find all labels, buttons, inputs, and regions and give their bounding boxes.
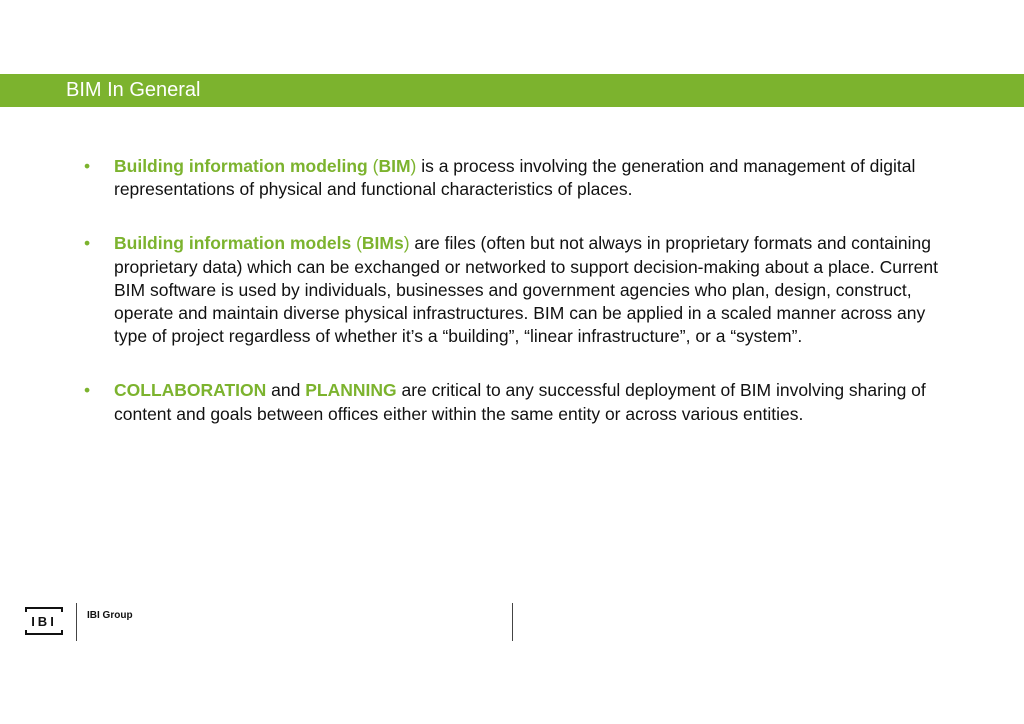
bullet-item-bim-models bbox=[84, 232, 954, 348]
bullet-abbr: BIMs bbox=[361, 233, 404, 254]
bullet-term-collaboration: COLLABORATION bbox=[114, 380, 267, 401]
ibi-logo bbox=[25, 606, 63, 636]
bullet-term-planning: PLANNING bbox=[305, 380, 397, 401]
bullet-marker: • bbox=[84, 156, 91, 176]
bullet-text: are critical to any successful deployment of BIM involving sharing of content and goals between offices either within the same entity or across various entities. bbox=[114, 380, 926, 424]
page-title: BIM In General bbox=[66, 79, 201, 101]
bullet-paren-close: ) bbox=[410, 156, 417, 176]
bullet-paren-open: ( bbox=[367, 156, 379, 176]
bullet-term: Building information models bbox=[114, 233, 352, 254]
bullet-paren-open: ( bbox=[351, 233, 362, 254]
logo-text: IBI bbox=[31, 614, 57, 629]
bullet-item-collaboration bbox=[84, 379, 954, 425]
bullet-item-bim-modeling bbox=[84, 155, 954, 201]
bullet-term: Building information modeling bbox=[114, 156, 368, 176]
bullet-marker: • bbox=[84, 380, 91, 401]
bullet-abbr: BIM bbox=[378, 156, 411, 176]
company-name: IBI Group bbox=[87, 610, 133, 621]
bullet-text: are files (often but not always in proprietary formats and containing proprietary data) which can be exchanged or networked to support decision-making about a place. Current BIM software is used by individuals, businesses and government agencies who plan, design, construct, operate and maintain diverse physical infrastructures. BIM can be applied in a scaled manner across any type of project regardless of whether it’s a “building”, “linear infrastructure”, or a “system”. bbox=[114, 233, 938, 347]
bullet-list bbox=[84, 155, 954, 457]
title-bar bbox=[0, 74, 1024, 107]
bullet-paren-close: ) bbox=[403, 233, 410, 254]
bullet-joiner: and bbox=[266, 380, 306, 401]
footer-divider bbox=[76, 603, 77, 641]
footer-divider bbox=[512, 603, 513, 641]
bullet-text: is a process involving the generation and management of digital representations of physical and functional characteristics of places. bbox=[114, 156, 916, 200]
bullet-marker: • bbox=[84, 233, 91, 254]
